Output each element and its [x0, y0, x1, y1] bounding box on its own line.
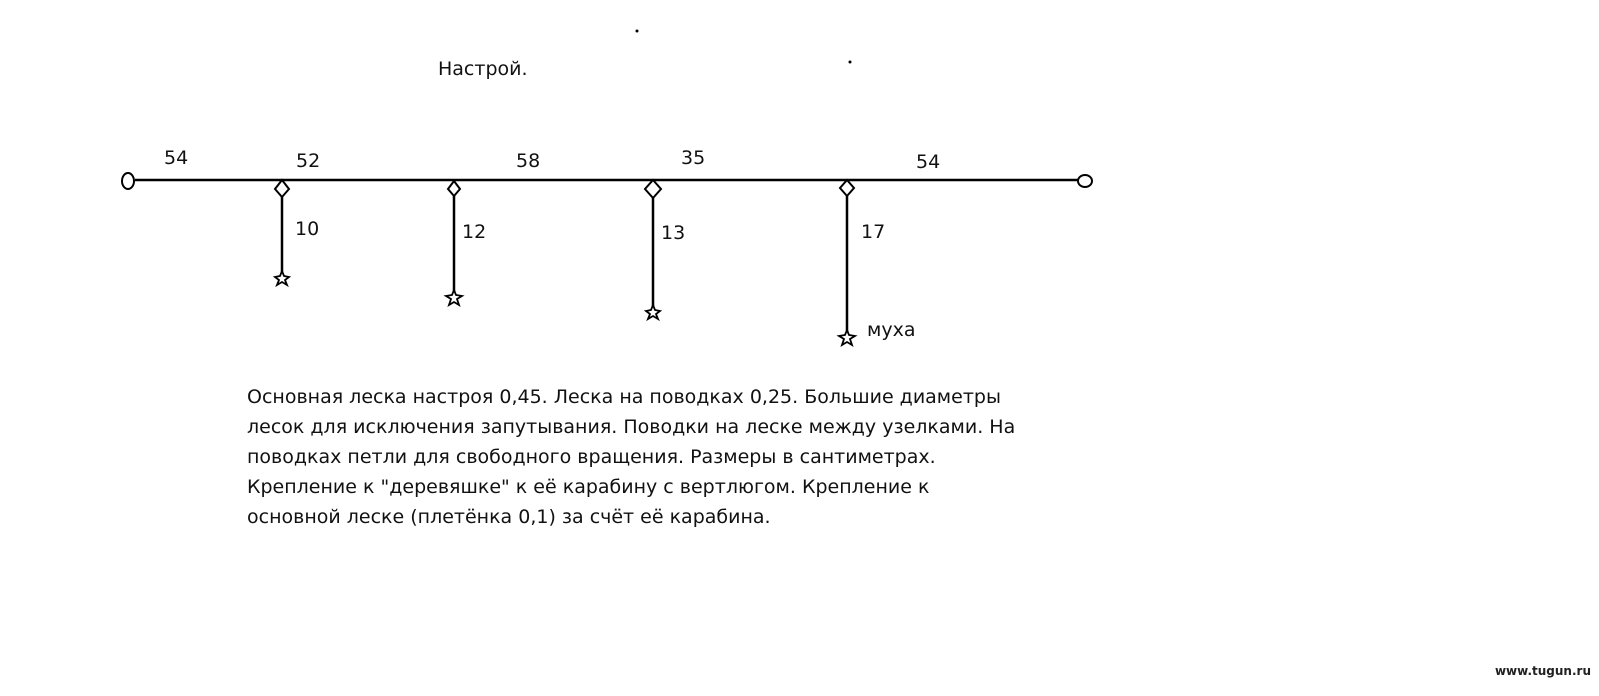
knot-icon [448, 181, 460, 196]
leader-4 [839, 180, 855, 345]
segment-length-1: 54 [164, 147, 189, 169]
fly-label: муха [867, 319, 916, 341]
diagram-title: Настрой. [438, 58, 528, 80]
description-line: лесок для исключения запутывания. Поводки на леске между узелками. На [247, 416, 1016, 438]
right-loop-icon [1078, 175, 1092, 187]
fly-star-icon [839, 330, 855, 345]
segment-length-2: 52 [296, 150, 321, 172]
leader-2 [446, 181, 462, 305]
leader-length-1: 10 [295, 218, 320, 240]
knot-icon [645, 180, 661, 198]
description-line: поводках петли для свободного вращения. Размеры в сантиметрах. [247, 446, 936, 468]
left-loop-icon [122, 173, 134, 189]
description-line: Основная леска настроя 0,45. Леска на поводках 0,25. Большие диаметры [247, 386, 1001, 408]
leader-length-2: 12 [462, 221, 487, 243]
stray-dot [636, 30, 639, 33]
knot-icon [840, 180, 854, 196]
leader-3 [645, 180, 661, 319]
segment-length-3: 58 [516, 150, 541, 172]
segment-length-4: 35 [681, 147, 706, 169]
leader-length-4: 17 [861, 221, 886, 243]
fly-star-icon [446, 290, 462, 305]
stray-dot [849, 61, 852, 64]
description-line: Крепление к "деревяшке" к её карабину с вертлюгом. Крепление к [247, 476, 930, 498]
knot-icon [275, 180, 289, 197]
description-line: основной леске (плетёнка 0,1) за счёт её карабина. [247, 506, 771, 528]
segment-length-5: 54 [916, 151, 941, 173]
leader-length-3: 13 [661, 222, 686, 244]
fly-star-icon [646, 305, 660, 319]
description [247, 382, 1016, 532]
fly-star-icon [275, 271, 289, 285]
watermark: www.tugun.ru [1494, 664, 1591, 678]
leader-1 [275, 180, 289, 285]
